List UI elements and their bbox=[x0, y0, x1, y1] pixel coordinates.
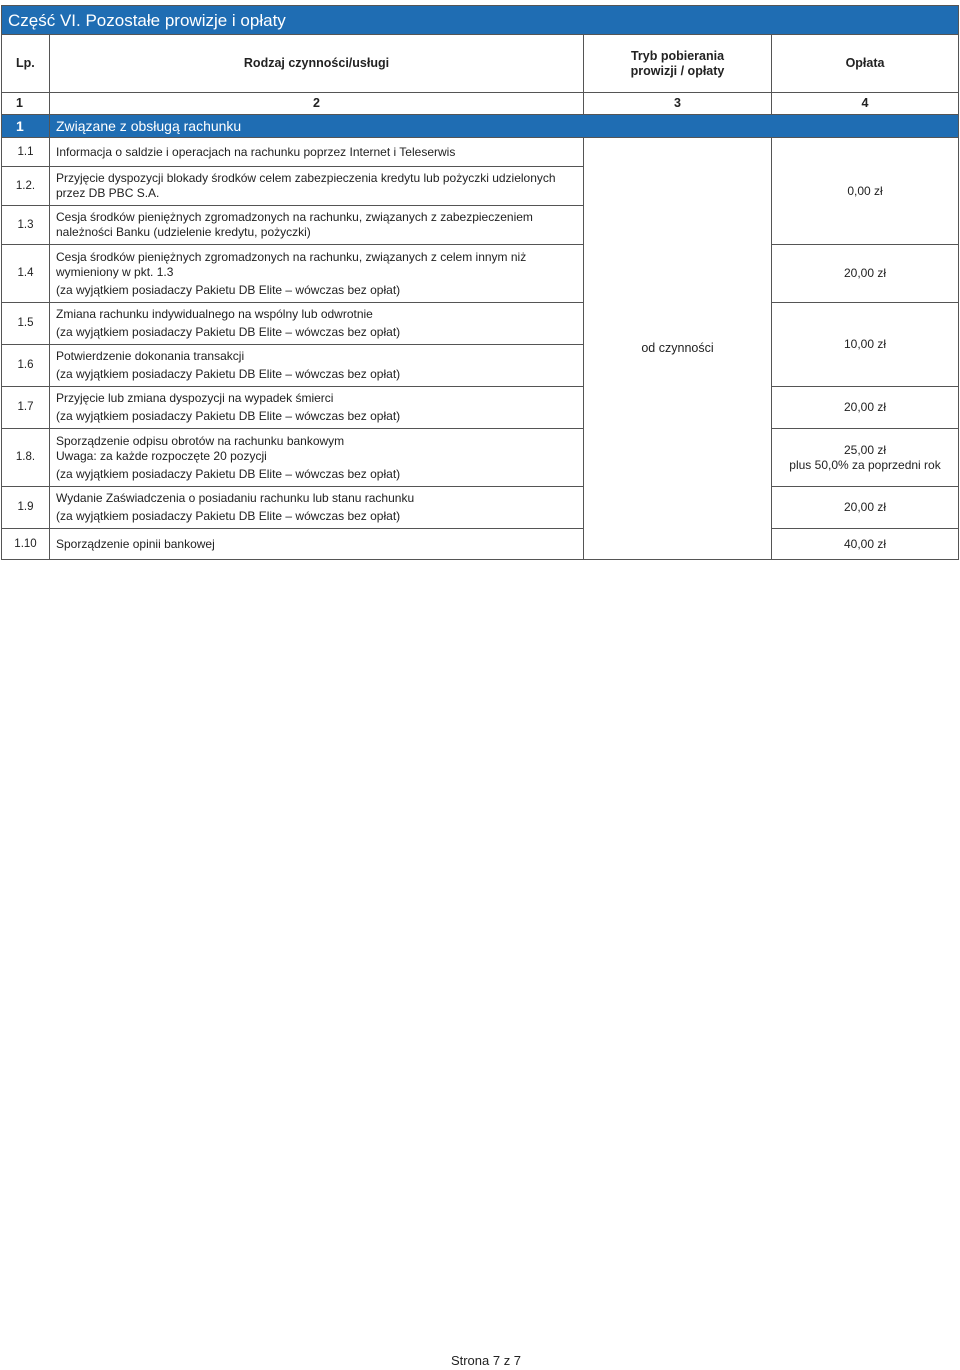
column-number: 1 bbox=[2, 93, 50, 115]
row-number: 1.7 bbox=[2, 387, 50, 429]
charge-mode: od czynności bbox=[584, 138, 772, 560]
row-description-line: (za wyjątkiem posiadaczy Pakietu DB Elite – wówczas bez opłat) bbox=[56, 509, 401, 523]
row-number: 1.2. bbox=[2, 167, 50, 206]
row-description bbox=[50, 487, 584, 529]
group-number: 1 bbox=[2, 115, 50, 138]
table-row bbox=[2, 387, 959, 429]
row-description-line: Potwierdzenie dokonania transakcji bbox=[56, 349, 245, 363]
row-description bbox=[50, 429, 584, 487]
row-description-line: Informacja o saldzie i operacjach na rachunku poprzez Internet i Teleserwis bbox=[56, 144, 456, 159]
row-description-line: Przyjęcie lub zmiana dyspozycji na wypadek śmierci bbox=[56, 391, 334, 405]
header-mode bbox=[584, 35, 772, 93]
table-row bbox=[2, 245, 959, 303]
row-description-line: (za wyjątkiem posiadaczy Pakietu DB Elite – wówczas bez opłat) bbox=[56, 282, 401, 297]
table-row bbox=[2, 429, 959, 487]
row-number: 1.6 bbox=[2, 345, 50, 387]
page-footer: Strona 7 z 7 bbox=[450, 1353, 522, 1368]
fee-value: 40,00 zł bbox=[772, 529, 959, 560]
fee-value: 20,00 zł bbox=[772, 387, 959, 429]
row-description-line: Uwaga: za każde rozpoczęte 20 pozycji bbox=[56, 448, 267, 463]
row-number: 1.10 bbox=[2, 529, 50, 560]
header-row bbox=[2, 35, 959, 93]
row-description bbox=[50, 245, 584, 303]
row-number: 1.1 bbox=[2, 138, 50, 167]
header-mode-line2: prowizji / opłaty bbox=[630, 63, 725, 78]
table-row bbox=[2, 138, 959, 167]
header-fee: Opłata bbox=[772, 35, 959, 93]
row-number: 1.8. bbox=[2, 429, 50, 487]
row-description-line: (za wyjątkiem posiadaczy Pakietu DB Elite – wówczas bez opłat) bbox=[56, 466, 401, 481]
row-description bbox=[50, 167, 584, 206]
section-title-row bbox=[2, 6, 959, 35]
header-mode-line1: Tryb pobierania bbox=[630, 48, 725, 63]
row-description-line: Sporządzenie opinii bankowej bbox=[56, 536, 215, 551]
row-description bbox=[50, 387, 584, 429]
fee-value-line: 25,00 zł bbox=[844, 442, 887, 457]
fee-value: 10,00 zł bbox=[772, 303, 959, 387]
table-row bbox=[2, 529, 959, 560]
group-header-row bbox=[2, 115, 959, 138]
column-numbers-row bbox=[2, 93, 959, 115]
row-description bbox=[50, 345, 584, 387]
fee-value: 20,00 zł bbox=[772, 487, 959, 529]
row-description-line: (za wyjątkiem posiadaczy Pakietu DB Elite – wówczas bez opłat) bbox=[56, 409, 401, 423]
row-description bbox=[50, 529, 584, 560]
row-description bbox=[50, 138, 584, 167]
row-description-line: Sporządzenie odpisu obrotów na rachunku bankowym bbox=[56, 433, 345, 448]
fee-value: 0,00 zł bbox=[772, 138, 959, 245]
header-lp: Lp. bbox=[2, 35, 50, 93]
column-number: 2 bbox=[50, 93, 584, 115]
fees-table bbox=[1, 5, 959, 560]
row-description-line: (za wyjątkiem posiadaczy Pakietu DB Elite – wówczas bez opłat) bbox=[56, 325, 401, 339]
group-title: Związane z obsługą rachunku bbox=[50, 115, 959, 138]
row-number: 1.4 bbox=[2, 245, 50, 303]
header-type: Rodzaj czynności/usługi bbox=[50, 35, 584, 93]
row-number: 1.3 bbox=[2, 206, 50, 245]
fee-value: 20,00 zł bbox=[772, 245, 959, 303]
fee-value bbox=[772, 429, 959, 487]
table-row bbox=[2, 487, 959, 529]
row-description-line: Wydanie Zaświadczenia o posiadaniu rachunku lub stanu rachunku bbox=[56, 491, 415, 505]
row-description bbox=[50, 303, 584, 345]
row-number: 1.9 bbox=[2, 487, 50, 529]
table-row bbox=[2, 303, 959, 345]
row-number: 1.5 bbox=[2, 303, 50, 345]
section-title: Część VI. Pozostałe prowizje i opłaty bbox=[2, 6, 959, 35]
fee-value-line: plus 50,0% za poprzedni rok bbox=[789, 457, 941, 472]
row-description bbox=[50, 206, 584, 245]
row-description-line: Cesja środków pieniężnych zgromadzonych na rachunku, związanych z celem innym niż wymieniony w pkt. 1.3 bbox=[56, 249, 527, 279]
row-description-line: Przyjęcie dyspozycji blokady środków celem zabezpieczenia kredytu lub pożyczki udzielonych przez DB PBC S.A. bbox=[56, 171, 556, 200]
column-number: 3 bbox=[584, 93, 772, 115]
row-description-line: Zmiana rachunku indywidualnego na wspólny lub odwrotnie bbox=[56, 307, 373, 321]
row-description-line: Cesja środków pieniężnych zgromadzonych na rachunku, związanych z zabezpieczeniem należności Banku (udzielenie kredytu, pożyczki) bbox=[56, 210, 533, 239]
row-description-line: (za wyjątkiem posiadaczy Pakietu DB Elite – wówczas bez opłat) bbox=[56, 367, 401, 381]
column-number: 4 bbox=[772, 93, 959, 115]
